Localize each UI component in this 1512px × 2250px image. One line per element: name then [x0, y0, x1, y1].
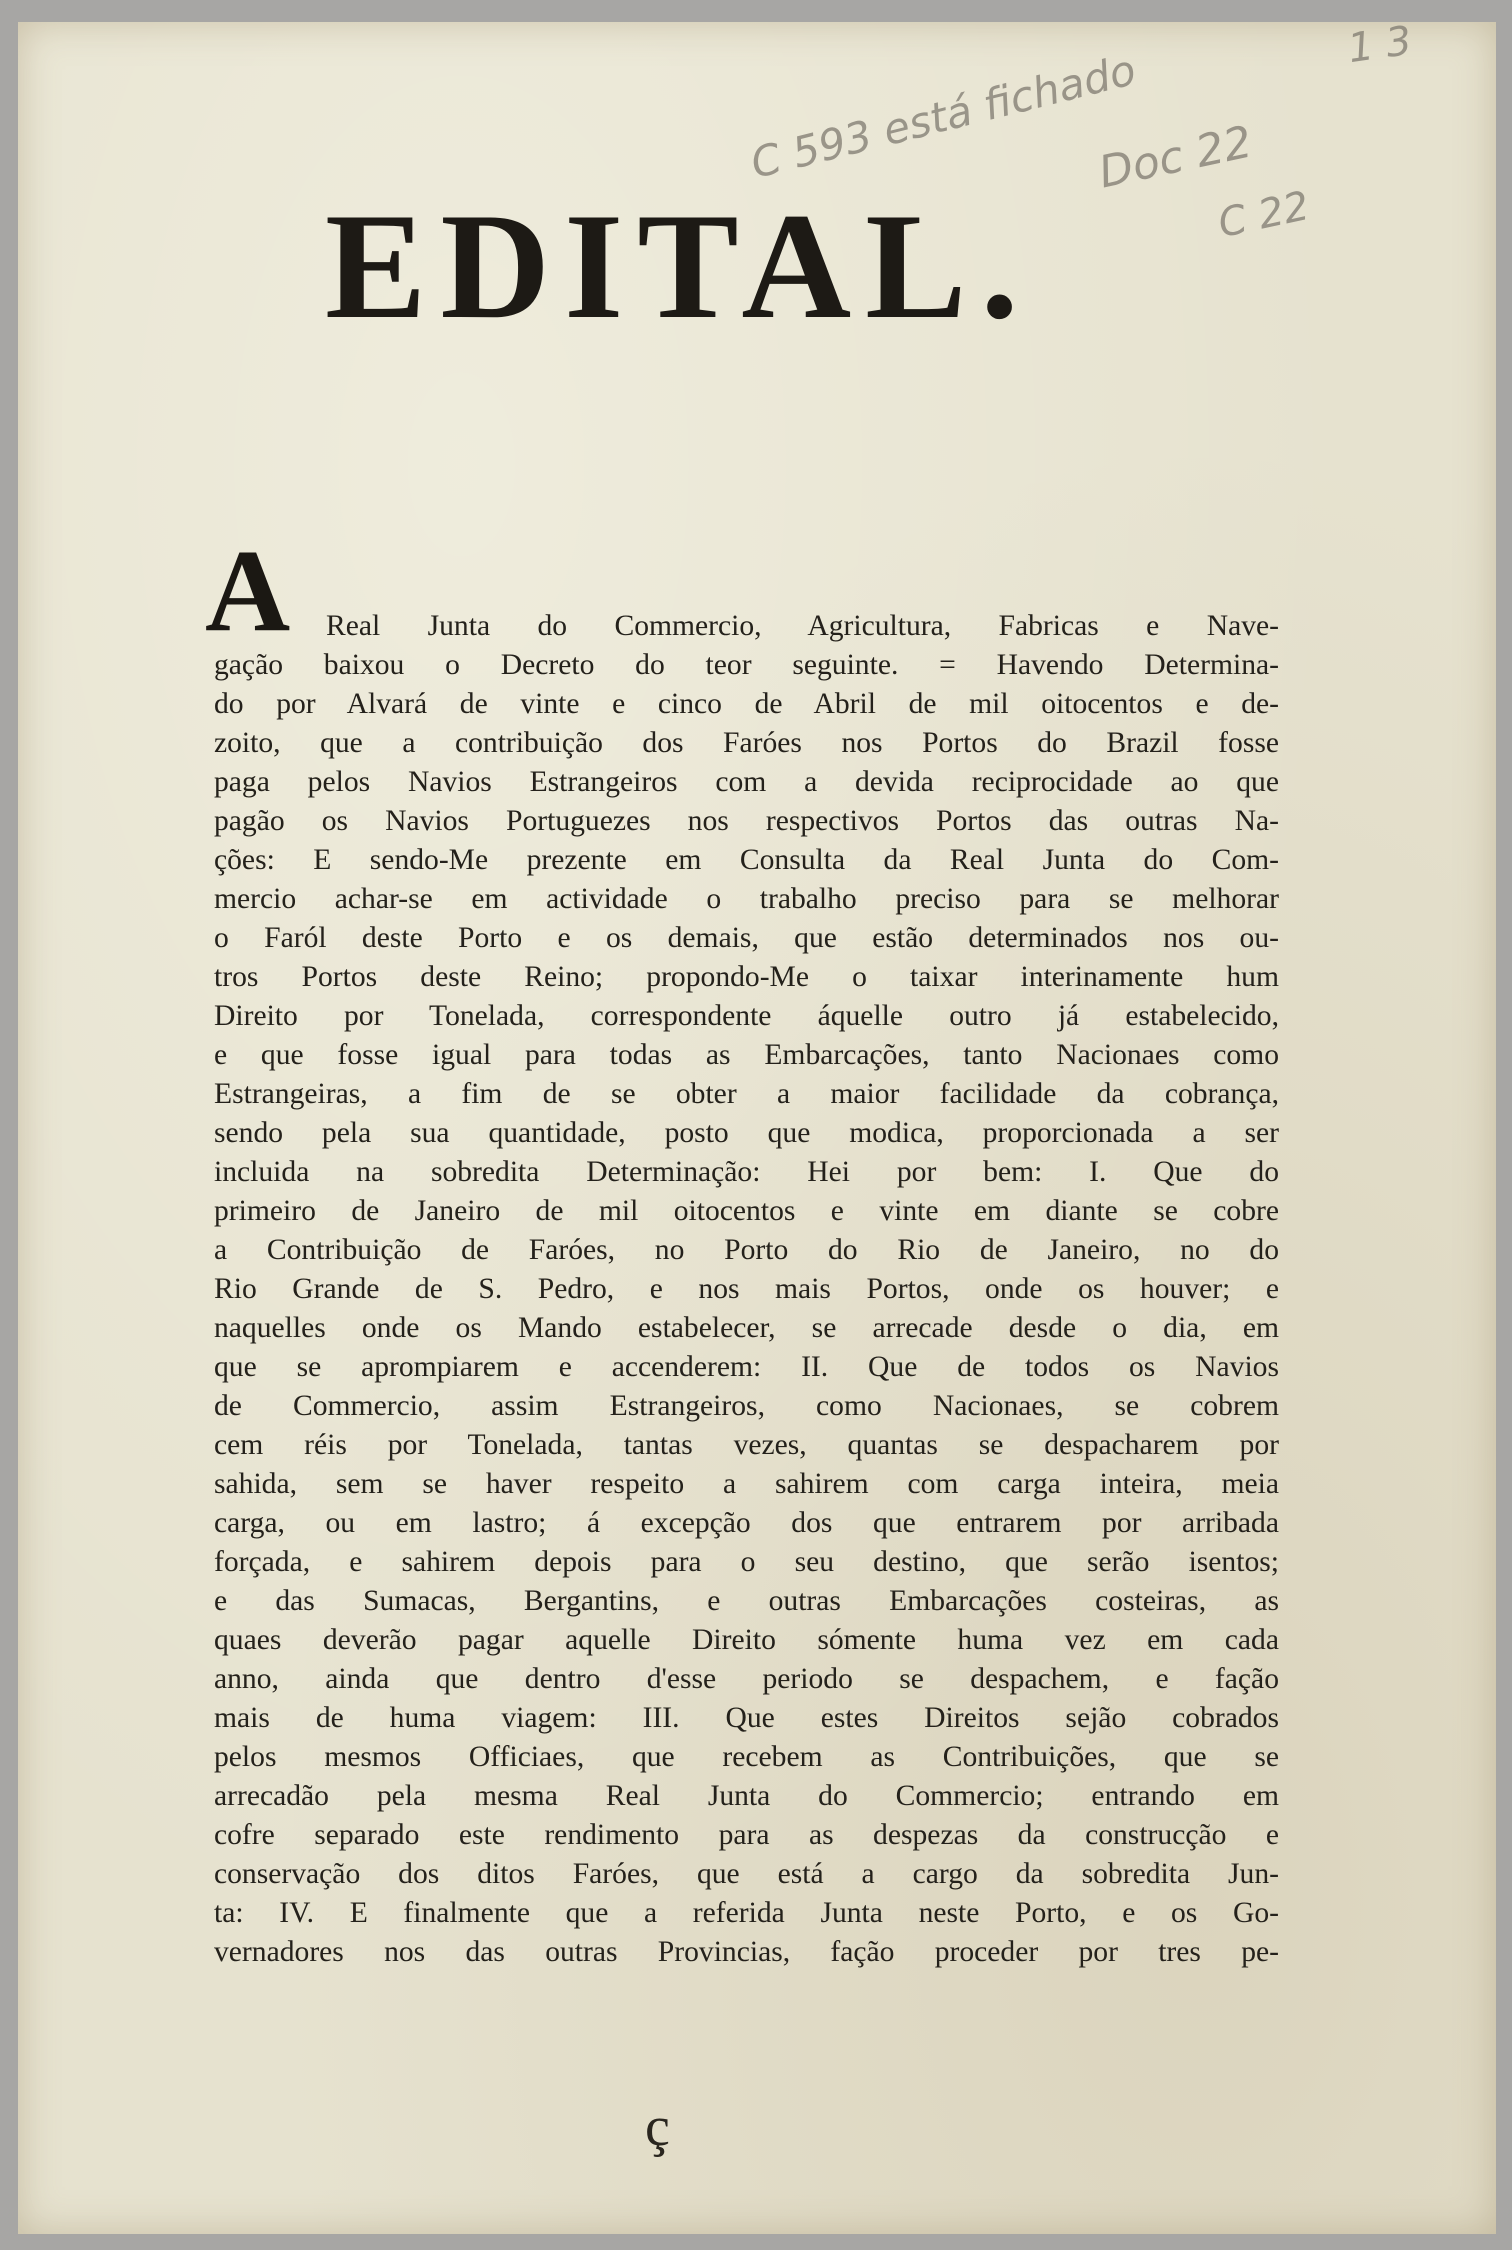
text-line: cofre separado este rendimento para as despezas da construcção e: [214, 1819, 1279, 1851]
text-line: tros Portos deste Reino; propondo-Me o taixar interinamente hum: [214, 961, 1279, 993]
text-line: do por Alvará de vinte e cinco de Abril de mil oitocentos e de-: [214, 688, 1279, 720]
text-line: o Faról deste Porto e os demais, que estão determinados nos ou-: [214, 922, 1279, 954]
text-line: e das Sumacas, Bergantins, e outras Embarcações costeiras, as: [214, 1585, 1279, 1617]
document-title: EDITAL.: [325, 182, 1033, 350]
pencil-note-code: C 22: [1214, 182, 1314, 248]
text-line: a Contribuição de Faróes, no Porto do Rio de Janeiro, no do: [214, 1234, 1279, 1266]
text-line: carga, ou em lastro; á excepção dos que entrarem por arribada: [214, 1507, 1279, 1539]
pencil-note-doc: Doc 22: [1094, 116, 1257, 199]
text-line: que se aprompiarem e accenderem: II. Que de todos os Navios: [214, 1351, 1279, 1383]
text-line: pagão os Navios Portuguezes nos respectivos Portos das outras Na-: [214, 805, 1279, 837]
text-line: primeiro de Janeiro de mil oitocentos e vinte em diante se cobre: [214, 1195, 1279, 1227]
text-line: mais de huma viagem: III. Que estes Direitos sejão cobrados: [214, 1702, 1279, 1734]
text-line: incluida na sobredita Determinação: Hei por bem: I. Que do: [214, 1156, 1279, 1188]
catchword: ç: [645, 2096, 670, 2158]
text-line: cem réis por Tonelada, tantas vezes, quantas se despacharem por: [214, 1429, 1279, 1461]
text-line: zoito, que a contribuição dos Faróes nos Portos do Brazil fosse: [214, 727, 1279, 759]
text-line: gação baixou o Decreto do teor seguinte. = Havendo Determina-: [214, 649, 1279, 681]
text-line: sahida, sem se haver respeito a sahirem com carga inteira, meia: [214, 1468, 1279, 1500]
text-line: Direito por Tonelada, correspondente áquelle outro já estabelecido,: [214, 1000, 1279, 1032]
text-line: pelos mesmos Officiaes, que recebem as Contribuições, que se: [214, 1741, 1279, 1773]
pencil-note-page-number: 1 3: [1345, 17, 1415, 73]
text-line: e que fosse igual para todas as Embarcações, tanto Nacionaes como: [214, 1039, 1279, 1071]
decree-text: [214, 607, 1279, 1972]
text-line: Estrangeiras, a fim de se obter a maior facilidade da cobrança,: [214, 1078, 1279, 1110]
text-line: conservação dos ditos Faróes, que está a cargo da sobredita Jun-: [214, 1858, 1279, 1890]
text-line: ções: E sendo-Me prezente em Consulta da Real Junta do Com-: [214, 844, 1279, 876]
text-line: Rio Grande de S. Pedro, e nos mais Portos, onde os houver; e: [214, 1273, 1279, 1305]
text-line: arrecadão pela mesma Real Junta do Commercio; entrando em: [214, 1780, 1279, 1812]
text-line: sendo pela sua quantidade, posto que modica, proporcionada a ser: [214, 1117, 1279, 1149]
text-line: naquelles onde os Mando estabelecer, se arrecade desde o dia, em: [214, 1312, 1279, 1344]
drop-cap: A: [205, 525, 291, 656]
pencil-note-catalog: C 593 está fichado: [745, 45, 1141, 188]
text-line: quaes deverão pagar aquelle Direito sómente huma vez em cada: [214, 1624, 1279, 1656]
text-line: forçada, e sahirem depois para o seu destino, que serão isentos;: [214, 1546, 1279, 1578]
text-line: ta: IV. E finalmente que a referida Junta neste Porto, e os Go-: [214, 1897, 1279, 1929]
text-line: Real Junta do Commercio, Agricultura, Fabricas e Nave-: [326, 610, 1279, 642]
text-line: mercio achar-se em actividade o trabalho preciso para se melhorar: [214, 883, 1279, 915]
text-line: de Commercio, assim Estrangeiros, como Nacionaes, se cobrem: [214, 1390, 1279, 1422]
text-line: paga pelos Navios Estrangeiros com a devida reciprocidade ao que: [214, 766, 1279, 798]
text-line: vernadores nos das outras Provincias, fação proceder por tres pe-: [214, 1936, 1279, 1968]
text-line: anno, ainda que dentro d'esse periodo se despachem, e fação: [214, 1663, 1279, 1695]
